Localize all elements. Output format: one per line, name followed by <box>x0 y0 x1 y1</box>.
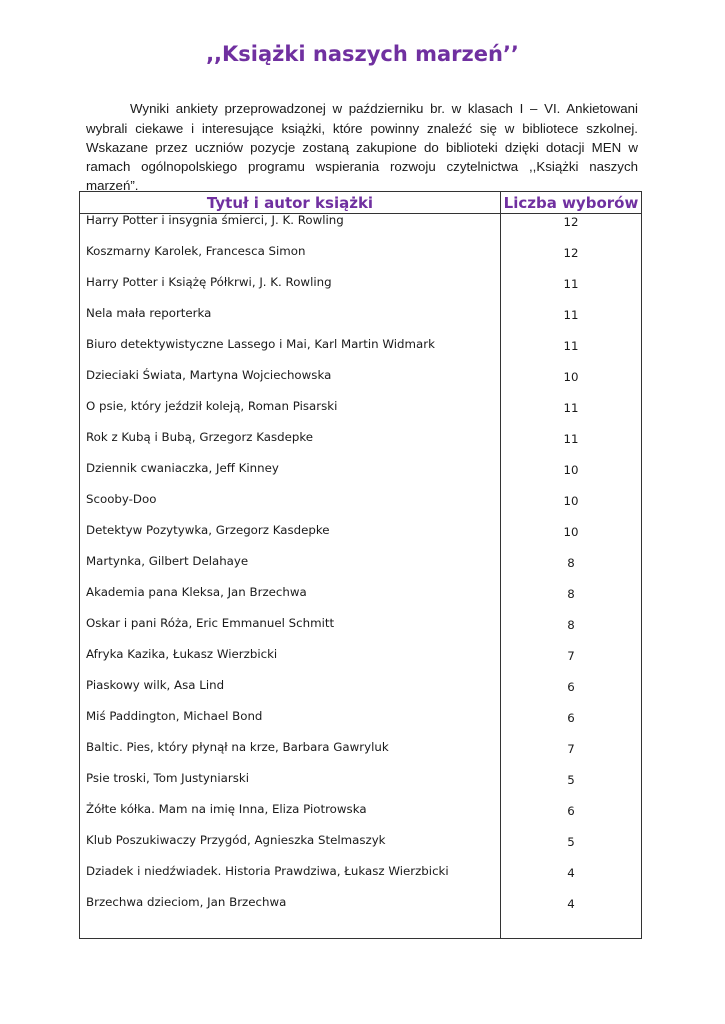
header-title-author: Tytuł i autor książki <box>80 192 501 214</box>
vote-count: 11 <box>563 308 579 322</box>
vote-count: 11 <box>563 401 579 415</box>
book-title: Dziadek i niedźwiadek. Historia Prawdziwa, Łukasz Wierzbicki <box>86 864 449 878</box>
page-title: ,,Książki naszych marzeń’’ <box>206 42 519 66</box>
book-title: O psie, który jeździł koleją, Roman Pisarski <box>86 399 338 413</box>
vote-count-cell <box>501 369 642 400</box>
book-title: Akademia pana Kleksa, Jan Brzechwa <box>86 585 307 599</box>
book-title: Psie troski, Tom Justyniarski <box>86 771 249 785</box>
book-title-cell <box>80 617 501 648</box>
book-title-cell <box>80 214 501 246</box>
book-title-cell <box>80 772 501 803</box>
book-title-cell <box>80 462 501 493</box>
table-row <box>80 710 642 741</box>
book-title: Dzieciaki Świata, Martyna Wojciechowska <box>86 368 332 382</box>
book-title-cell <box>80 431 501 462</box>
vote-count-cell <box>501 710 642 741</box>
table-row <box>80 772 642 803</box>
table-row <box>80 214 642 246</box>
vote-count: 8 <box>567 618 575 632</box>
book-title-cell <box>80 741 501 772</box>
vote-count-cell <box>501 493 642 524</box>
book-title-cell <box>80 493 501 524</box>
book-title: Brzechwa dzieciom, Jan Brzechwa <box>86 895 287 909</box>
vote-count: 8 <box>567 587 575 601</box>
vote-count-cell <box>501 648 642 679</box>
table-body <box>80 214 642 939</box>
vote-count: 12 <box>563 246 579 260</box>
vote-count: 6 <box>567 804 575 818</box>
vote-count-cell <box>501 214 642 246</box>
book-title: Harry Potter i insygnia śmierci, J. K. Rowling <box>86 213 344 227</box>
vote-count: 6 <box>567 711 575 725</box>
table-row <box>80 555 642 586</box>
vote-count: 5 <box>567 835 575 849</box>
table-row <box>80 865 642 896</box>
table-row <box>80 803 642 834</box>
vote-count-cell <box>501 555 642 586</box>
table-row <box>80 245 642 276</box>
book-title: Klub Poszukiwaczy Przygód, Agnieszka Stelmaszyk <box>86 833 386 847</box>
book-title: Martynka, Gilbert Delahaye <box>86 554 249 568</box>
table-row <box>80 276 642 307</box>
vote-count: 10 <box>563 463 579 477</box>
vote-count: 5 <box>567 773 575 787</box>
book-title-cell <box>80 896 501 939</box>
vote-count-cell <box>501 896 642 939</box>
vote-count-cell <box>501 245 642 276</box>
vote-count: 11 <box>563 339 579 353</box>
vote-count: 8 <box>567 556 575 570</box>
table-row <box>80 400 642 431</box>
vote-count: 10 <box>563 494 579 508</box>
vote-count-cell <box>501 617 642 648</box>
book-title-cell <box>80 400 501 431</box>
vote-count: 4 <box>567 897 575 911</box>
vote-count-cell <box>501 586 642 617</box>
book-title-cell <box>80 524 501 555</box>
table-row <box>80 524 642 555</box>
vote-count-cell <box>501 679 642 710</box>
book-title: Piaskowy wilk, Asa Lind <box>86 678 225 692</box>
header-vote-count: Liczba wyborów <box>501 192 642 214</box>
book-title: Nela mała reporterka <box>86 306 212 320</box>
vote-count-cell <box>501 338 642 369</box>
vote-count-cell <box>501 276 642 307</box>
vote-count: 7 <box>567 742 575 756</box>
vote-count-cell <box>501 400 642 431</box>
book-title-cell <box>80 865 501 896</box>
table-row <box>80 369 642 400</box>
book-title-cell <box>80 369 501 400</box>
vote-count: 6 <box>567 680 575 694</box>
table-row <box>80 431 642 462</box>
book-title-cell <box>80 338 501 369</box>
table-row <box>80 586 642 617</box>
book-title-cell <box>80 245 501 276</box>
vote-count: 4 <box>567 866 575 880</box>
book-title-cell <box>80 648 501 679</box>
vote-count-cell <box>501 307 642 338</box>
table-row <box>80 307 642 338</box>
intro-paragraph: Wyniki ankiety przeprowadzonej w październiku br. w klasach I – VI. Ankietowani wybrali ciekawe i interesujące książki, które powinny znaleźć się w bibliotece szkolnej. Wskazane przez uczniów pozycje zostaną zakupione do biblioteki dzięki dotacji MEN w ramach ogólnopolskiego programu wspierania rozwoju czytelnictwa ,,Książki naszych marzeń”. <box>86 101 638 194</box>
vote-count: 11 <box>563 432 579 446</box>
table-row <box>80 834 642 865</box>
book-title-cell <box>80 710 501 741</box>
book-title: Scooby-Doo <box>86 492 157 506</box>
vote-count-cell <box>501 803 642 834</box>
vote-count: 11 <box>563 277 579 291</box>
vote-count-cell <box>501 772 642 803</box>
table-row <box>80 679 642 710</box>
table-row <box>80 896 642 939</box>
vote-count-cell <box>501 865 642 896</box>
book-title: Koszmarny Karolek, Francesca Simon <box>86 244 306 258</box>
book-title-cell <box>80 276 501 307</box>
vote-count-cell <box>501 462 642 493</box>
book-title: Miś Paddington, Michael Bond <box>86 709 263 723</box>
book-title: Dziennik cwaniaczka, Jeff Kinney <box>86 461 279 475</box>
vote-count-cell <box>501 741 642 772</box>
book-title: Żółte kółka. Mam na imię Inna, Eliza Piotrowska <box>86 802 367 816</box>
table-row <box>80 462 642 493</box>
book-title-cell <box>80 679 501 710</box>
vote-count: 10 <box>563 370 579 384</box>
table-row <box>80 617 642 648</box>
book-title: Afryka Kazika, Łukasz Wierzbicki <box>86 647 278 661</box>
book-title: Harry Potter i Książę Półkrwi, J. K. Rowling <box>86 275 332 289</box>
vote-count: 12 <box>563 215 579 229</box>
table-row <box>80 338 642 369</box>
book-title-cell <box>80 586 501 617</box>
vote-count-cell <box>501 431 642 462</box>
table-row <box>80 648 642 679</box>
vote-count-cell <box>501 524 642 555</box>
table-row <box>80 741 642 772</box>
book-title-cell <box>80 555 501 586</box>
book-title-cell <box>80 803 501 834</box>
vote-count-cell <box>501 834 642 865</box>
book-title: Baltic. Pies, który płynął na krze, Barbara Gawryluk <box>86 740 389 754</box>
book-title: Oskar i pani Róża, Eric Emmanuel Schmitt <box>86 616 335 630</box>
books-table <box>79 191 642 939</box>
book-title: Biuro detektywistyczne Lassego i Mai, Karl Martin Widmark <box>86 337 435 351</box>
table-row <box>80 493 642 524</box>
book-title-cell <box>80 834 501 865</box>
vote-count: 7 <box>567 649 575 663</box>
table-header-row <box>80 192 642 214</box>
vote-count: 10 <box>563 525 579 539</box>
book-title: Detektyw Pozytywka, Grzegorz Kasdepke <box>86 523 330 537</box>
book-title-cell <box>80 307 501 338</box>
book-title: Rok z Kubą i Bubą, Grzegorz Kasdepke <box>86 430 314 444</box>
